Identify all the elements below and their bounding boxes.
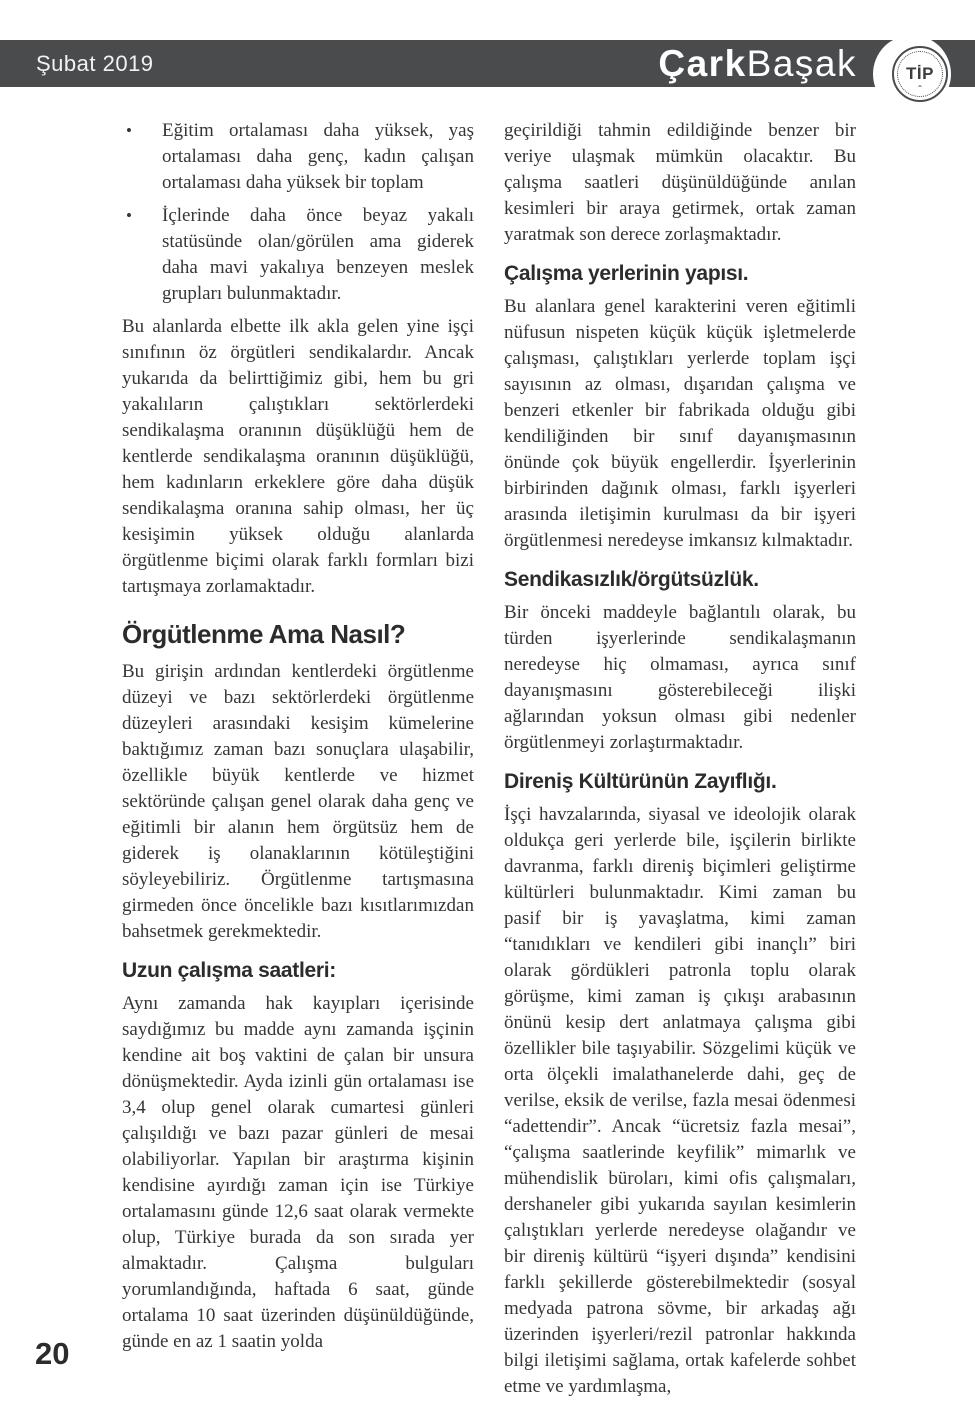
paragraph: Aynı zamanda hak kayıpları içerisinde saydığımız bu madde aynı zamanda işçinin kendine ait boş vaktini de çalan bir unsura dönüşmektedir. Ayda izinli gün ortalaması ise 3,4 olup genel olarak cumartesi günleri çalışıldığı ve bazı pazar günleri de mesai olabiliyorlar. Yapılan bir araştırma kişinin kendisine ayırdığı zaman için ise Türkiye ortalamasını günde 12,6 saat olarak vermekte olup, Türkiye burada da son sırada yer almaktadır. Çalışma bulguları yorumlandığında, haftada 6 saat, günde ortalama 10 saat üzerinden düşünüldüğünde, günde en az 1 saatin yolda — [122, 992, 474, 1352]
subsection-heading-direnis-kulturu: Direniş Kültürünün Zayıflığı. — [504, 770, 777, 794]
bullet-item: • Eğitim ortalaması daha yüksek, yaş ortalaması daha genç, kadın çalışan ortalaması daha yüksek bir toplam — [122, 118, 474, 196]
paragraph: Bu alanlara genel karakterini veren eğitimli nüfusun nispeten küçük küçük işletmelerde çalışması, çalıştıkları yerlerde toplam işçi sayısının az olması, dışarıdan çalışma ve benzeri etkenler bir fabrikada olduğu gibi kendiliğinden bir sınıf dayanışmasının önünde çok büyük engellerdir. İşyerlerinin birbirinden dağınık olması, farklı işyerleri arasında iletişimin kurulması da bir işyeri örgütlenmesi neredeyse imkansız kılmaktadır. — [504, 296, 856, 552]
right-column — [504, 118, 856, 1407]
paragraph: Bu alanlarda elbette ilk akla gelen yine işçi sınıfının öz örgütleri sendikalardır. Ancak yukarıda da belirttiğimiz gibi, hem bu gri yakalıların çalıştıkları sektörlerdeki sendikalaşma oranının düşüklüğü hem de kentlerde sendikalaşma oranının düşüklüğü, hem kadınların erkeklere göre daha düşük sendikalaşma oranına sahip olması, her üç kesişimin yüksek olduğu alanlarda örgütlenme biçimi olarak farklı formları bizi tartışmaya zorlamaktadır. — [122, 316, 474, 597]
issue-date: Şubat 2019 — [36, 50, 154, 76]
logo-light-part: Başak — [746, 42, 857, 84]
subsection-heading-calisma-yerleri: Çalışma yerlerinin yapısı. — [504, 262, 749, 285]
paragraph: İşçi havzalarında, siyasal ve ideolojik olarak oldukça geri yerlerde bile, işçilerin birlikte davranma, farklı direniş biçimleri geliştirme kültürleri bulunmaktadır. Kimi zaman bu pasif bir iş yavaşlatma, kimi zaman “tanıdıkları ve kendileri gibi inançlı” biri olarak gördükleri patronla toplu olarak görüşme, kimi zaman iş çıkışı arabasının önünü kesip dert anlatmaya çalışma gibi özellikler bile taşıyabilir. Sözgelimi küçük ve orta ölçekli imalathanelerde dahi, geç de verilse, eksik de verilse, fazla mesai ödenmesi “adettendir”. Ancak “ücretsiz fazla mesai”, “çalışma saatlerinde keyfilik” mimarlık ve mühendislik büroları, kimi ofis çalışmaları, dershaneler gibi yukarıda sayılan kesimlerin çalıştıkları yerlerde neredeyse olağandır ve bir direniş kültürü “işyeri dışında” kendisini farklı şekillerde gösterebilmektedir (sosyal medyada patrona sövme, bir arkadaş ağı üzerinden işyerleri/rezil patronlar hakkında bilgi iletişimi sağlama, ortak kafelerde sohbet etme ve yardımlaşma, — [504, 804, 856, 1398]
subsection-heading-uzun-calisma: Uzun çalışma saatleri: — [122, 958, 336, 982]
paragraph: Bu girişin ardından kentlerdeki örgütlenme düzeyi ve bazı sektörlerdeki örgütlenme düzeyleri arasındaki kesişim kümelerine baktığımız zaman bazı sonuçlara ulaşabilir, özellikle büyük kentlerde ve hizmet sektöründe çalışan genel olarak daha genç ve eğitimli bir alanın hem örgütsüz hem de giderek iş olanaklarının kötüleştiğini söyleyebiliriz. Örgütlenme tartışmasına girmeden önce öncelikle bazı kısıtlarımızdan bahsetmek gerekmektedir. — [122, 660, 474, 942]
page-number: 20 — [35, 1336, 70, 1371]
logo-bold-part: Çark — [658, 42, 747, 84]
subsection-heading-sendikasizlik: Sendikasızlık/örgütsüzlük. — [504, 568, 759, 592]
tip-emblem-label: TİP — [906, 64, 934, 83]
paragraph: geçirildiği tahmin edildiğinde benzer bir veriye ulaşmak mümkün olacaktır. Bu çalışma saatleri düşünüldüğünde anılan kesimleri bir araya getirmek, ortak zaman yaratmak son derece zorlaşmaktadır. — [504, 120, 856, 245]
paragraph: Bir önceki maddeyle bağlantılı olarak, bu türden işyerlerinde sendikalaşmanın neredeyse hiç olmaması, ayrıca sınıf dayanışmasını gösterebileceği ilişki ağlarından yoksun olması gibi nedenler örgütlenmeyi zorlaştırmaktadır. — [504, 602, 856, 754]
emblem-caret-icon: ⌃ — [916, 84, 924, 93]
header-bar — [0, 40, 975, 93]
article-body — [122, 118, 856, 1407]
left-column — [122, 118, 474, 1407]
bullet-item: • İçlerinde daha önce beyaz yakalı statüsünde olan/görülen ama giderek daha mavi yakalıya benzeyen meslek grupları bulunmaktadır. — [122, 203, 474, 307]
magazine-logo — [658, 40, 857, 87]
bullet-list — [122, 118, 474, 307]
section-heading-orgutlenme: Örgütlenme Ama Nasıl? — [122, 619, 406, 649]
tip-party-emblem-icon — [873, 35, 951, 113]
tip-emblem-inner-circle — [892, 46, 948, 102]
